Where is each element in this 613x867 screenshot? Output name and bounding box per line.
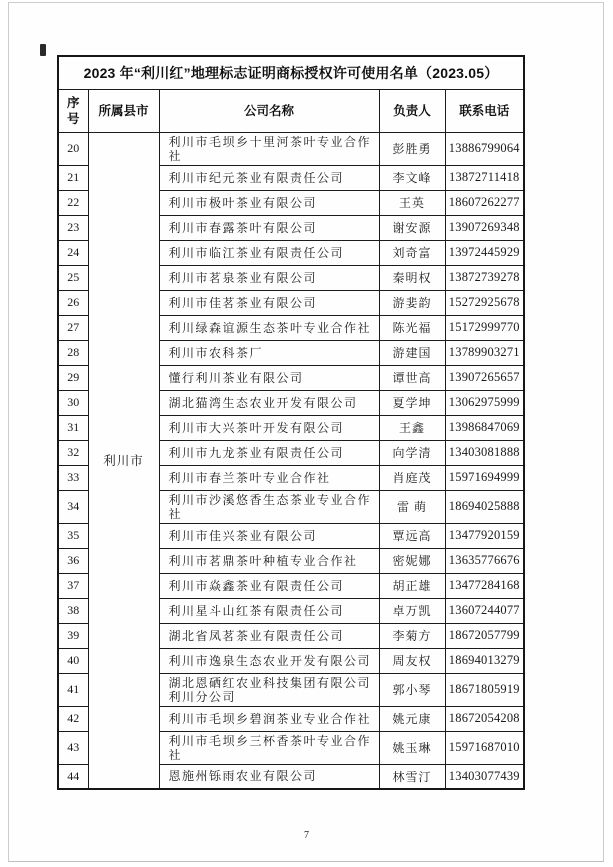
row-number: 44 <box>58 764 88 789</box>
phone-number: 15172999770 <box>445 315 524 340</box>
person-name: 卓万凯 <box>379 598 445 623</box>
company-name: 利川市农科茶厂 <box>159 340 379 365</box>
company-name: 利川市茗鼎茶叶种植专业合作社 <box>159 548 379 573</box>
company-name: 利川市临江茶业有限责任公司 <box>159 240 379 265</box>
phone-number: 13986847069 <box>445 415 524 440</box>
header-row <box>58 89 524 132</box>
phone-number: 18672054208 <box>445 706 524 731</box>
table-row <box>58 132 524 165</box>
row-number: 36 <box>58 548 88 573</box>
row-number: 20 <box>58 132 88 165</box>
person-name: 王鑫 <box>379 415 445 440</box>
table-body <box>58 132 524 789</box>
row-number: 35 <box>58 523 88 548</box>
company-name: 利川市茗泉茶业有限公司 <box>159 265 379 290</box>
phone-number: 13477920159 <box>445 523 524 548</box>
company-name: 懂行利川茶业有限公司 <box>159 365 379 390</box>
row-number: 43 <box>58 731 88 764</box>
person-name: 姚元康 <box>379 706 445 731</box>
phone-number: 13477284168 <box>445 573 524 598</box>
phone-number: 13403077439 <box>445 764 524 789</box>
company-name: 恩施州铄雨农业有限公司 <box>159 764 379 789</box>
county-merged-cell: 利川市 <box>88 132 159 789</box>
row-number: 34 <box>58 490 88 523</box>
person-name: 密妮娜 <box>379 548 445 573</box>
row-number: 38 <box>58 598 88 623</box>
row-number: 39 <box>58 623 88 648</box>
person-name: 周友权 <box>379 648 445 673</box>
company-name: 湖北猫湾生态农业开发有限公司 <box>159 390 379 415</box>
row-number: 29 <box>58 365 88 390</box>
person-name: 李文峰 <box>379 165 445 190</box>
row-number: 25 <box>58 265 88 290</box>
person-name: 雷 萌 <box>379 490 445 523</box>
phone-number: 13872739278 <box>445 265 524 290</box>
person-name: 覃远高 <box>379 523 445 548</box>
phone-number: 15971687010 <box>445 731 524 764</box>
row-number: 30 <box>58 390 88 415</box>
company-name: 利川市大兴茶叶开发有限公司 <box>159 415 379 440</box>
column-header-phone: 联系电话 <box>445 89 524 132</box>
row-number: 21 <box>58 165 88 190</box>
company-name: 利川市沙溪悠香生态茶业专业合作社 <box>159 490 379 523</box>
company-name: 利川市毛坝乡十里河茶叶专业合作社 <box>159 132 379 165</box>
person-name: 秦明权 <box>379 265 445 290</box>
company-name: 利川市九龙茶业有限责任公司 <box>159 440 379 465</box>
row-number: 41 <box>58 673 88 706</box>
phone-number: 15272925678 <box>445 290 524 315</box>
person-name: 胡正雄 <box>379 573 445 598</box>
phone-number: 13886799064 <box>445 132 524 165</box>
company-name: 利川市纪元茶业有限责任公司 <box>159 165 379 190</box>
column-header-county: 所属县市 <box>88 89 159 132</box>
phone-number: 18671805919 <box>445 673 524 706</box>
phone-number: 13907269348 <box>445 215 524 240</box>
scan-artifact-mark <box>40 44 46 56</box>
phone-number: 13789903271 <box>445 340 524 365</box>
company-name: 利川市佳茗茶业有限公司 <box>159 290 379 315</box>
table-title: 2023 年“利川红”地理标志证明商标授权许可使用名单（2023.05） <box>58 56 524 89</box>
person-name: 向学清 <box>379 440 445 465</box>
person-name: 谭世高 <box>379 365 445 390</box>
company-name: 利川市逸泉生态农业开发有限公司 <box>159 648 379 673</box>
column-header-company: 公司名称 <box>159 89 379 132</box>
phone-number: 13972445929 <box>445 240 524 265</box>
title-row <box>58 56 524 89</box>
company-name: 利川市春露茶叶有限公司 <box>159 215 379 240</box>
company-name: 利川市春兰茶叶专业合作社 <box>159 465 379 490</box>
phone-number: 13403081888 <box>445 440 524 465</box>
company-name: 湖北恩硒红农业科技集团有限公司利川分公司 <box>159 673 379 706</box>
column-header-person: 负责人 <box>379 89 445 132</box>
person-name: 郭小琴 <box>379 673 445 706</box>
row-number: 22 <box>58 190 88 215</box>
person-name: 姚玉琳 <box>379 731 445 764</box>
phone-number: 18694025888 <box>445 490 524 523</box>
person-name: 游建国 <box>379 340 445 365</box>
company-name: 湖北省凤茗茶业有限责任公司 <box>159 623 379 648</box>
column-header-no: 序号 <box>58 89 88 132</box>
phone-number: 13607244077 <box>445 598 524 623</box>
phone-number: 15971694999 <box>445 465 524 490</box>
row-number: 27 <box>58 315 88 340</box>
phone-number: 18694013279 <box>445 648 524 673</box>
company-name: 利川市焱鑫茶业有限责任公司 <box>159 573 379 598</box>
row-number: 42 <box>58 706 88 731</box>
phone-number: 18672057799 <box>445 623 524 648</box>
row-number: 40 <box>58 648 88 673</box>
company-name: 利川市毛坝乡三杯香茶叶专业合作社 <box>159 731 379 764</box>
row-number: 32 <box>58 440 88 465</box>
row-number: 26 <box>58 290 88 315</box>
person-name: 李菊方 <box>379 623 445 648</box>
person-name: 刘奇富 <box>379 240 445 265</box>
row-number: 24 <box>58 240 88 265</box>
phone-number: 13062975999 <box>445 390 524 415</box>
phone-number: 13907265657 <box>445 365 524 390</box>
row-number: 28 <box>58 340 88 365</box>
row-number: 33 <box>58 465 88 490</box>
company-name: 利川市毛坝乡碧润茶业专业合作社 <box>159 706 379 731</box>
person-name: 谢安源 <box>379 215 445 240</box>
phone-number: 18607262277 <box>445 190 524 215</box>
row-number: 23 <box>58 215 88 240</box>
row-number: 31 <box>58 415 88 440</box>
person-name: 夏学坤 <box>379 390 445 415</box>
company-name: 利川绿森谊源生态茶叶专业合作社 <box>159 315 379 340</box>
person-name: 肖庭茂 <box>379 465 445 490</box>
page-number: 7 <box>304 830 309 841</box>
person-name: 彭胜勇 <box>379 132 445 165</box>
person-name: 王英 <box>379 190 445 215</box>
company-name: 利川市佳兴茶业有限公司 <box>159 523 379 548</box>
row-number: 37 <box>58 573 88 598</box>
company-name: 利川星斗山红茶有限责任公司 <box>159 598 379 623</box>
phone-number: 13872711418 <box>445 165 524 190</box>
person-name: 陈光福 <box>379 315 445 340</box>
company-name: 利川市极叶茶业有限公司 <box>159 190 379 215</box>
phone-number: 13635776676 <box>445 548 524 573</box>
authorization-list-table <box>57 55 525 790</box>
person-name: 游婓韵 <box>379 290 445 315</box>
person-name: 林雪汀 <box>379 764 445 789</box>
